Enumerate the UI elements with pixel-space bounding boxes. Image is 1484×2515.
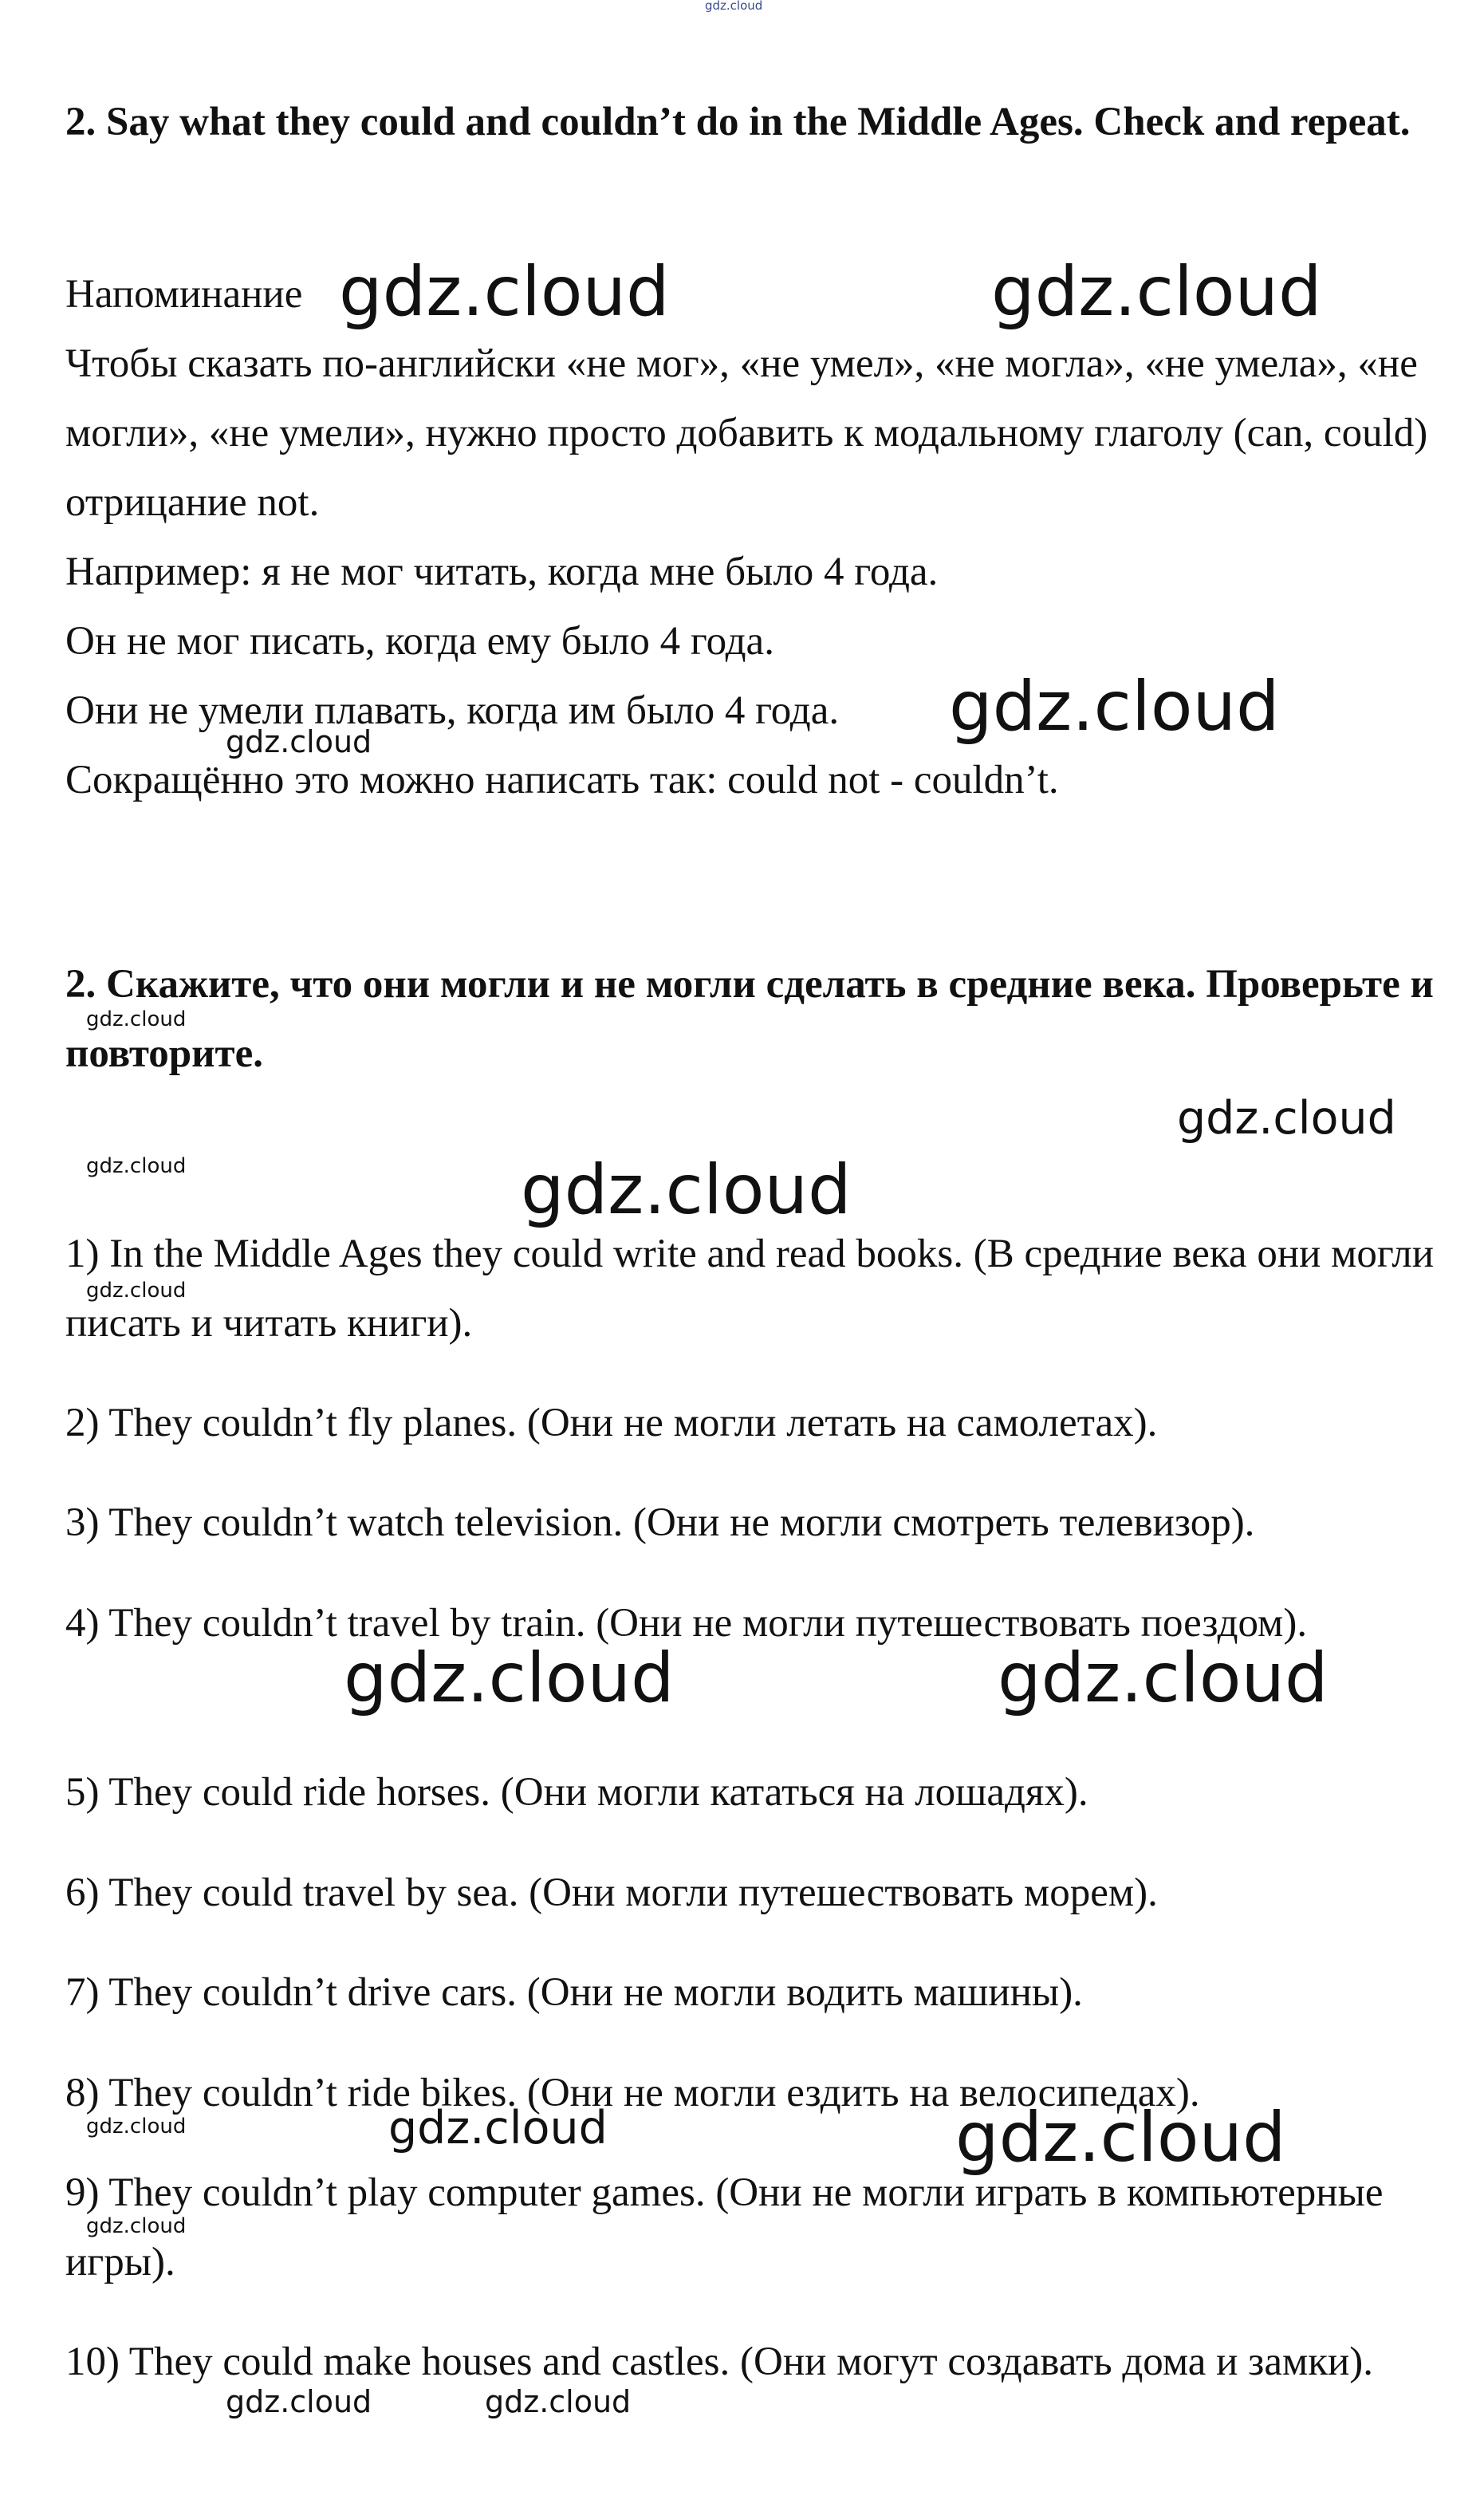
answer-item: 10) They could make houses and castles. (Они могут создавать дома и замки). [65, 2340, 1374, 2384]
watermark: gdz.cloud [521, 1150, 852, 1230]
watermark: gdz.cloud [86, 2214, 187, 2238]
watermark: gdz.cloud [86, 1154, 187, 1178]
watermark: gdz.cloud [485, 2384, 632, 2419]
reminder-line: Чтобы сказать по-английски «не мог», «не умел», «не могла», «не умела», «не могли», «не умели», нужно просто добавить к модальному глаголу (can, could) отрицание not. [65, 341, 1428, 525]
watermark: gdz.cloud [226, 2384, 372, 2419]
reminder-title: Напоминание [65, 272, 303, 317]
answer-item: 9) They couldn’t play computer games. (Они не могли играть в компьютерные игры). [65, 2170, 1384, 2284]
watermark: gdz.cloud [955, 2098, 1286, 2178]
answer-item: 6) They could travel by sea. (Они могли путешествовать морем). [65, 1870, 1158, 1915]
watermark: gdz.cloud [86, 1279, 187, 1303]
watermark: gdz.cloud [226, 724, 372, 759]
watermark: gdz.cloud [86, 2115, 187, 2139]
watermark: gdz.cloud [344, 1638, 675, 1718]
reminder-line: Он не мог писать, когда ему было 4 года. [65, 619, 774, 664]
reminder-line: Например: я не мог читать, когда мне было 4 года. [65, 550, 939, 594]
watermark: gdz.cloud [998, 1638, 1329, 1718]
watermark: gdz.cloud [949, 667, 1280, 747]
answer-item: 1) In the Middle Ages they could write and read books. (В средние века они могли писать и читать книги). [65, 1232, 1434, 1346]
watermark: gdz.cloud [86, 1007, 187, 1031]
watermark: gdz.cloud [991, 252, 1322, 332]
answer-item: 5) They could ride horses. (Они могли кататься на лошадях). [65, 1770, 1088, 1815]
answer-item: 8) They couldn’t ride bikes. (Они не могли ездить на велосипедах). [65, 2071, 1200, 2115]
watermark: gdz.cloud [339, 252, 670, 332]
answer-item: 3) They couldn’t watch television. (Они не могли смотреть телевизор). [65, 1500, 1255, 1545]
answer-item: 2) They couldn’t fly planes. (Они не могли летать на самолетах). [65, 1401, 1158, 1445]
reminder-line: Они не умели плавать, когда им было 4 года. [65, 688, 840, 733]
watermark: gdz.cloud [1177, 1092, 1396, 1145]
watermark: gdz.cloud [388, 2102, 608, 2154]
task-heading-en: 2. Say what they could and couldn’t do in the Middle Ages. Check and repeat. [65, 100, 1411, 144]
answer-item: 4) They couldn’t travel by train. (Они не могли путешествовать поездом). [65, 1601, 1308, 1646]
task-heading-ru: 2. Скажите, что они могли и не могли сделать в средние века. Проверьте и повторите. [65, 962, 1434, 1076]
watermark: gdz.cloud [705, 0, 763, 13]
reminder-line: Сокращённо это можно написать так: could not - couldn’t. [65, 758, 1059, 802]
answer-item: 7) They couldn’t drive cars. (Они не могли водить машины). [65, 1970, 1083, 2015]
